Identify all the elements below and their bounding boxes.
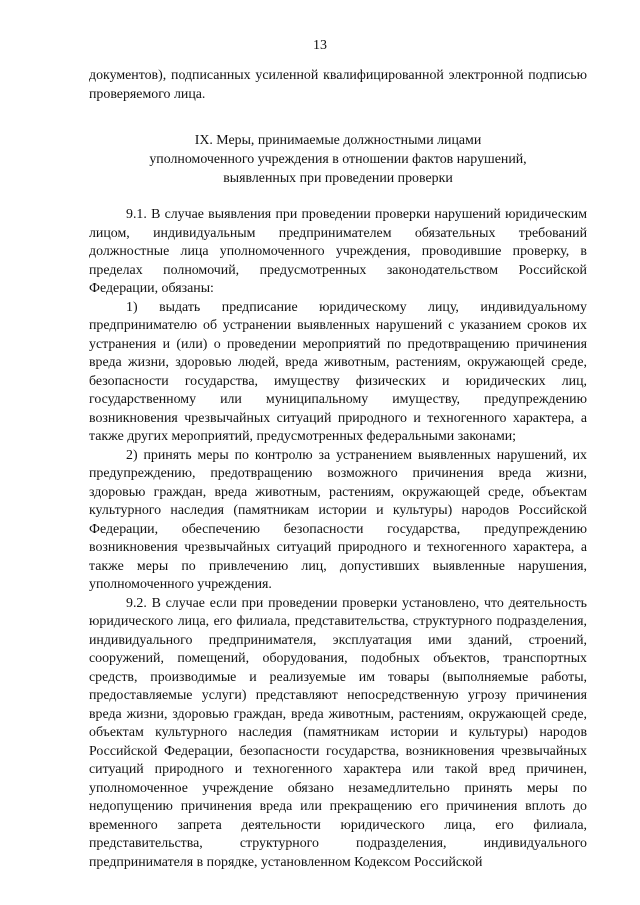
section-heading <box>89 131 587 188</box>
paragraph-9-2: 9.2. В случае если при проведении проверки установлено, что деятельность юридического лица, его филиала, представительства, структурного подразделения, индивидуального предпринимателя, эксплуатация ими зданий, строений, сооружений, помещений, оборудования, подобных объектов, транспортных средств, производимые и реализуемые им товары (выполняемые работы, предоставляемые услуги) представляют непосредственную угрозу причинения вреда жизни, здоровью граждан, вреда животным, растениям, окружающей среде, объектам культурного наследия (памятникам истории и культуры) народов Российской Федерации, безопасности государства, возникновения чрезвычайных ситуаций природного и техногенного характера или такой вред причинен, уполномоченное учреждение обязано незамедлительно принять меры по недопущению причинения вреда или прекращению его причинения вплоть до временного запрета деятельности юридического лица, его филиала, представительства, структурного подразделения, индивидуального предпринимателя в порядке, установленном Кодексом Российской <box>89 595 587 870</box>
list-item-1: 1) выдать предписание юридическому лицу, индивидуальному предпринимателю об устранении выявленных нарушений с указанием сроков их устранения и (или) о проведении мероприятий по предотвращению причинения вреда жизни, здоровью людей, вреда животным, растениям, окружающей среде, безопасности государства, имуществу физических и юридических лиц, государственному или муниципальному имуществу, предупреждению возникновения чрезвычайных ситуаций природного и техногенного характера, а также других мероприятий, предусмотренных федеральными законами; <box>89 299 587 444</box>
page-number: 13 <box>313 38 327 53</box>
document-body <box>89 67 587 872</box>
section-heading-line-3: выявленных при проведении проверки <box>223 171 453 186</box>
continuation-paragraph: документов), подписанных усиленной квалифицированной электронной подписью проверяемого лица. <box>89 68 587 102</box>
section-heading-line-2: уполномоченного учреждения в отношении фактов нарушений, <box>149 152 527 167</box>
paragraph-9-1: 9.1. В случае выявления при проведении проверки нарушений юридическим лицом, индивидуальным предпринимателем обязательных требований должностные лица уполномоченного учреждения, проводившие проверку, в пределах полномочий, предусмотренных законодательством Российской Федерации, обязаны: <box>89 207 587 296</box>
section-heading-line-1: IX. Меры, принимаемые должностными лицами <box>194 133 482 148</box>
list-item-2: 2) принять меры по контролю за устранением выявленных нарушений, их предупреждению, предотвращению возможного причинения вреда жизни, здоровью граждан, вреда животным, растениям, окружающей среде, объектам культурного наследия (памятникам истории и культуры) народов Российской Федерации, обеспечению безопасности государства, предупреждению возникновения чрезвычайных ситуаций природного и техногенного характера, а также меры по привлечению лиц, допустивших выявленные нарушения, уполномоченного учреждения. <box>89 447 587 592</box>
